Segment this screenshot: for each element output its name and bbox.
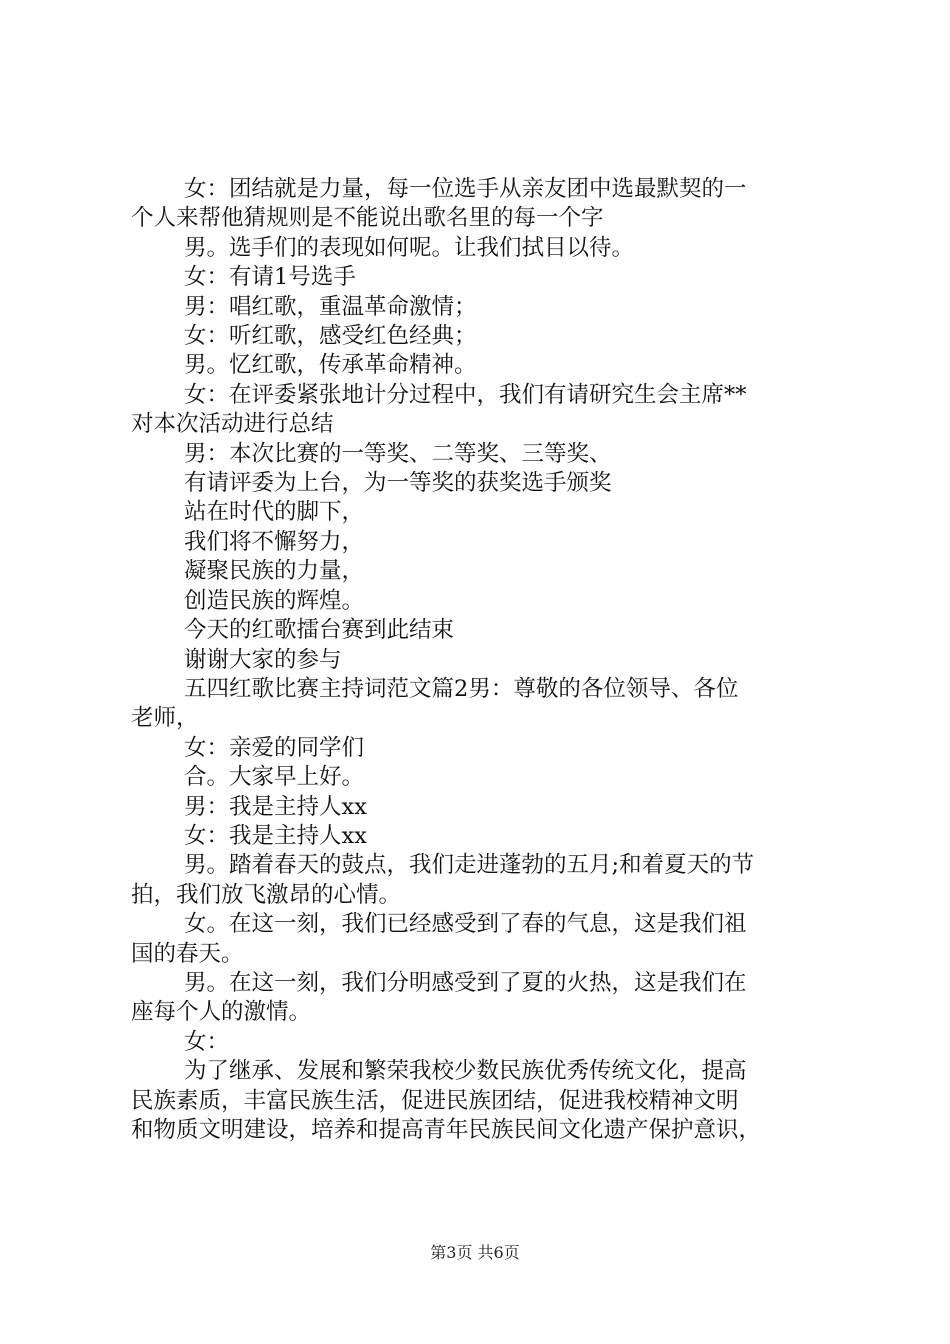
- text-line: 拍，我们放飞激昂的心情。: [131, 881, 402, 908]
- text-line: 国的春天。: [131, 940, 244, 967]
- text-line: 女：: [184, 1028, 230, 1055]
- document-body: [131, 175, 836, 1145]
- text-line: 男。在这一刻，我们分明感受到了夏的火热，这是我们在: [184, 969, 747, 996]
- text-line: 为了继承、发展和繁荣我校少数民族优秀传统文化，提高: [184, 1058, 747, 1085]
- text-line: 和物质文明建设，培养和提高青年民族民间文化遗产保护意识，: [131, 1117, 762, 1143]
- text-line: 女。在这一刻，我们已经感受到了春的气息，这是我们祖: [184, 911, 747, 938]
- text-line: 男：唱红歌，重温革命激情；: [184, 293, 477, 320]
- text-line: 女：我是主持人xx: [184, 822, 367, 849]
- text-line: 站在时代的脚下，: [184, 499, 365, 526]
- text-line: 老师，: [131, 705, 199, 732]
- text-line: 座每个人的激情。: [131, 999, 312, 1026]
- text-line: 女：亲爱的同学们: [184, 734, 365, 761]
- text-line: 民族素质，丰富民族生活，促进民族团结，促进我校精神文明: [131, 1087, 739, 1114]
- text-line: 男：我是主持人xx: [184, 793, 367, 820]
- text-line: 有请评委为上台，为一等奖的获奖选手颁奖: [184, 470, 612, 497]
- text-line: 今天的红歌擂台赛到此结束: [184, 617, 455, 644]
- page-footer: 第3页 共6页: [430, 1243, 520, 1262]
- text-line: 对本次活动进行总结: [131, 411, 334, 438]
- text-line: 谢谢大家的参与: [184, 646, 342, 673]
- text-line: 女：团结就是力量，每一位选手从亲友团中选最默契的一: [184, 176, 747, 202]
- text-line: 女：在评委紧张地计分过程中，我们有请研究生会主席**: [184, 381, 747, 408]
- text-line: 男：本次比赛的一等奖、二等奖、三等奖、: [184, 440, 612, 467]
- text-line: 女：听红歌，感受红色经典；: [184, 323, 477, 350]
- text-line: 凝聚民族的力量，: [184, 558, 365, 585]
- text-line: 创造民族的辉煌。: [184, 587, 365, 614]
- text-line: 男。踏着春天的鼓点，我们走进蓬勃的五月;和着夏天的节: [184, 852, 755, 879]
- text-line: 女：有请1号选手: [184, 264, 356, 291]
- text-line: 男。忆红歌，传承革命精神。: [184, 352, 477, 379]
- text-line: 我们将不懈努力，: [184, 528, 365, 555]
- text-line: 男。选手们的表现如何呢。让我们拭目以待。: [184, 234, 635, 261]
- text-line: 个人来帮他猜规则是不能说出歌名里的每一个字: [131, 205, 604, 232]
- text-line: 五四红歌比赛主持词范文篇2男：尊敬的各位领导、各位: [184, 675, 739, 702]
- text-line: 合。大家早上好。: [184, 764, 365, 791]
